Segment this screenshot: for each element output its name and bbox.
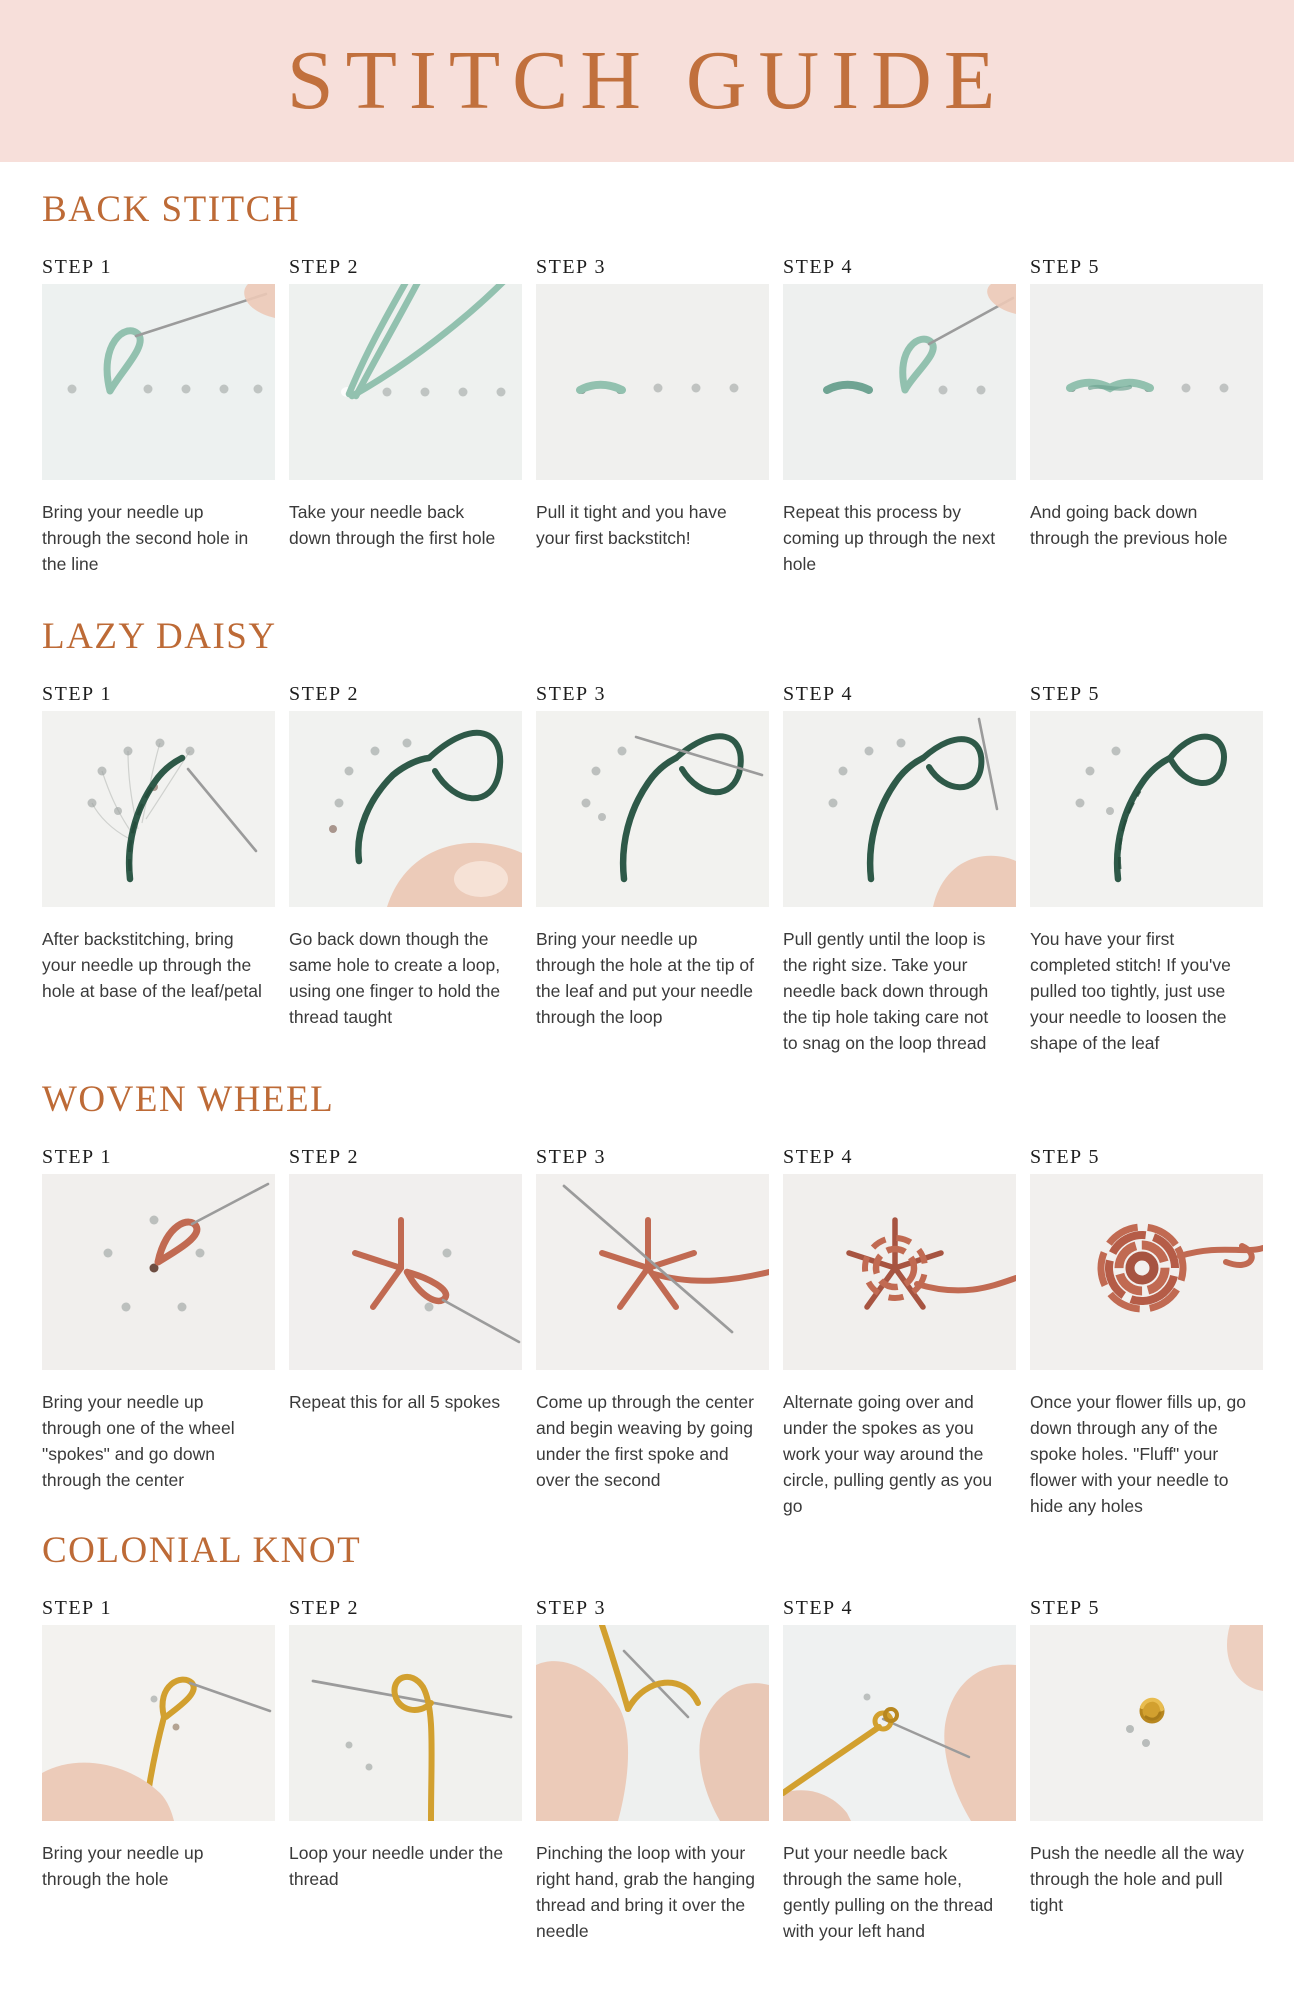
lazy-daisy-step-3-illustration (536, 711, 769, 907)
step-label: STEP 1 (42, 683, 112, 705)
step-card (42, 254, 275, 577)
lazy-daisy-step-2-illustration (289, 711, 522, 907)
hole-dots (864, 1694, 871, 1701)
colonial-knot-step-2-illustration (289, 1625, 522, 1821)
step-label: STEP 4 (783, 683, 853, 705)
lazy-daisy-step-5-photo (1030, 711, 1263, 907)
step-card (289, 1595, 522, 1944)
step-label: STEP 5 (1030, 1597, 1100, 1619)
step-label: STEP 3 (536, 683, 606, 705)
step-caption: Push the needle all the way through the hole and pull tight (1030, 1843, 1245, 1915)
back-stitch-step-1-photo (42, 284, 275, 480)
colonial-knot-step-3-illustration (536, 1625, 769, 1821)
back-stitch-step-4-illustration (783, 284, 1016, 480)
step-label: STEP 3 (536, 1597, 606, 1619)
section-title-woven-wheel: WOVEN WHEEL (42, 1079, 335, 1120)
step-card (1030, 681, 1263, 1056)
step-card (289, 1144, 522, 1519)
woven-wheel-step-2-illustration (289, 1174, 522, 1370)
step-caption: Alternate going over and under the spokes as you work your way around the circle, pulling gently as you go (783, 1392, 993, 1516)
step-caption: Bring your needle up through the second hole in the line (42, 502, 249, 574)
step-caption: Once your flower fills up, go down through any of the spoke holes. "Fluff" your flower with your needle to hide any holes (1030, 1392, 1246, 1516)
step-card (783, 681, 1016, 1056)
step-label: STEP 3 (536, 256, 606, 278)
step-label: STEP 4 (783, 256, 853, 278)
step-caption: Bring your needle up through one of the wheel "spokes" and go down through the center (42, 1392, 235, 1490)
lazy-daisy-step-4-illustration (783, 711, 1016, 907)
back-stitch-step-5-photo (1030, 284, 1263, 480)
step-caption: After backstitching, bring your needle up through the hole at base of the leaf/petal (42, 929, 262, 1001)
section-title-back-stitch: BACK STITCH (42, 189, 301, 230)
step-card (536, 1595, 769, 1944)
step-card (42, 681, 275, 1056)
step-caption: Put your needle back through the same hole, gently pulling on the thread with your left hand (783, 1843, 994, 1941)
colonial-knot-steps-row (42, 1595, 1263, 1944)
step-label: STEP 1 (42, 1146, 112, 1168)
lazy-daisy-step-5-illustration (1030, 711, 1263, 907)
woven-wheel-step-4-illustration (783, 1174, 1016, 1370)
page-title: STITCH GUIDE (286, 34, 1008, 127)
step-caption: Bring your needle up through the hole at the tip of the leaf and put your needle through the loop (536, 929, 754, 1027)
step-label: STEP 2 (289, 256, 359, 278)
step-label: STEP 5 (1030, 683, 1100, 705)
colonial-knot-step-3-photo (536, 1625, 769, 1821)
step-caption: Bring your needle up through the hole (42, 1843, 204, 1889)
woven-wheel-step-3-illustration (536, 1174, 769, 1370)
woven-wheel-step-5-photo (1030, 1174, 1263, 1370)
colonial-knot-step-4-photo (783, 1625, 1016, 1821)
step-caption: Go back down though the same hole to create a loop, using one finger to hold the thread taught (289, 929, 501, 1027)
back-stitch-step-4-photo (783, 284, 1016, 480)
colonial-knot-step-4-illustration (783, 1625, 1016, 1821)
step-card (1030, 254, 1263, 577)
step-card (536, 1144, 769, 1519)
step-caption: Take your needle back down through the first hole (289, 502, 496, 548)
lazy-daisy-step-3-photo (536, 711, 769, 907)
step-caption: Repeat this process by coming up through the next hole (783, 502, 996, 574)
lazy-daisy-step-1-illustration (42, 711, 275, 907)
back-stitch-step-2-illustration (289, 284, 522, 480)
step-caption: Pull gently until the loop is the right size. Take your needle back down through the tip hole taking care not to snag on the loop thread (783, 929, 989, 1053)
back-stitch-step-3-illustration (536, 284, 769, 480)
colonial-knot-step-1-illustration (42, 1625, 275, 1821)
lazy-daisy-step-4-photo (783, 711, 1016, 907)
step-label: STEP 5 (1030, 256, 1100, 278)
step-card (783, 1595, 1016, 1944)
step-label: STEP 2 (289, 1597, 359, 1619)
back-stitch-steps-row (42, 254, 1263, 577)
back-stitch-step-5-illustration (1030, 284, 1263, 480)
step-caption: Come up through the center and begin weaving by going under the first spoke and over the second (536, 1392, 754, 1490)
section-title-lazy-daisy: LAZY DAISY (42, 616, 277, 657)
step-card (783, 254, 1016, 577)
step-card (42, 1595, 275, 1944)
step-card (536, 254, 769, 577)
colonial-knot-step-1-photo (42, 1625, 275, 1821)
woven-wheel-step-1-photo (42, 1174, 275, 1370)
woven-wheel-step-2-photo (289, 1174, 522, 1370)
back-stitch-step-1-illustration (42, 284, 275, 480)
woven-wheel-step-5-illustration (1030, 1174, 1263, 1370)
step-label: STEP 3 (536, 1146, 606, 1168)
step-caption: Repeat this for all 5 spokes (289, 1392, 501, 1412)
woven-wheel-step-3-photo (536, 1174, 769, 1370)
header-banner (0, 0, 1294, 162)
step-card (1030, 1595, 1263, 1944)
section-title-colonial-knot: COLONIAL KNOT (42, 1530, 362, 1571)
step-label: STEP 2 (289, 683, 359, 705)
step-caption: And going back down through the previous hole (1030, 502, 1228, 548)
section-lazy-daisy (42, 616, 1266, 1053)
step-caption: Loop your needle under the thread (289, 1843, 504, 1889)
colonial-knot-step-2-photo (289, 1625, 522, 1821)
step-caption: You have your first completed stitch! If you've pulled too tightly, just use your needle to loosen the shape of the leaf (1030, 929, 1231, 1053)
colonial-knot-step-5-photo (1030, 1625, 1263, 1821)
colonial-knot-step-5-illustration (1030, 1625, 1263, 1821)
step-card (289, 681, 522, 1056)
woven-wheel-steps-row (42, 1144, 1263, 1519)
woven-wheel-step-4-photo (783, 1174, 1016, 1370)
back-stitch-step-3-photo (536, 284, 769, 480)
section-back-stitch (42, 189, 1266, 574)
step-card (783, 1144, 1016, 1519)
lazy-daisy-step-1-photo (42, 711, 275, 907)
lazy-daisy-steps-row (42, 681, 1263, 1056)
step-caption: Pinching the loop with your right hand, grab the hanging thread and bring it over the needle (536, 1843, 755, 1941)
step-label: STEP 1 (42, 1597, 112, 1619)
step-card (289, 254, 522, 577)
woven-wheel-step-1-illustration (42, 1174, 275, 1370)
step-label: STEP 1 (42, 256, 112, 278)
step-card (536, 681, 769, 1056)
thread-knot (1141, 1700, 1163, 1722)
lazy-daisy-step-2-photo (289, 711, 522, 907)
back-stitch-step-2-photo (289, 284, 522, 480)
section-colonial-knot (42, 1530, 1266, 1941)
step-label: STEP 4 (783, 1146, 853, 1168)
step-label: STEP 2 (289, 1146, 359, 1168)
step-caption: Pull it tight and you have your first backstitch! (536, 502, 727, 548)
step-label: STEP 4 (783, 1597, 853, 1619)
fingernail (454, 861, 508, 897)
step-card (1030, 1144, 1263, 1519)
step-label: STEP 5 (1030, 1146, 1100, 1168)
step-card (42, 1144, 275, 1519)
section-woven-wheel (42, 1079, 1266, 1516)
